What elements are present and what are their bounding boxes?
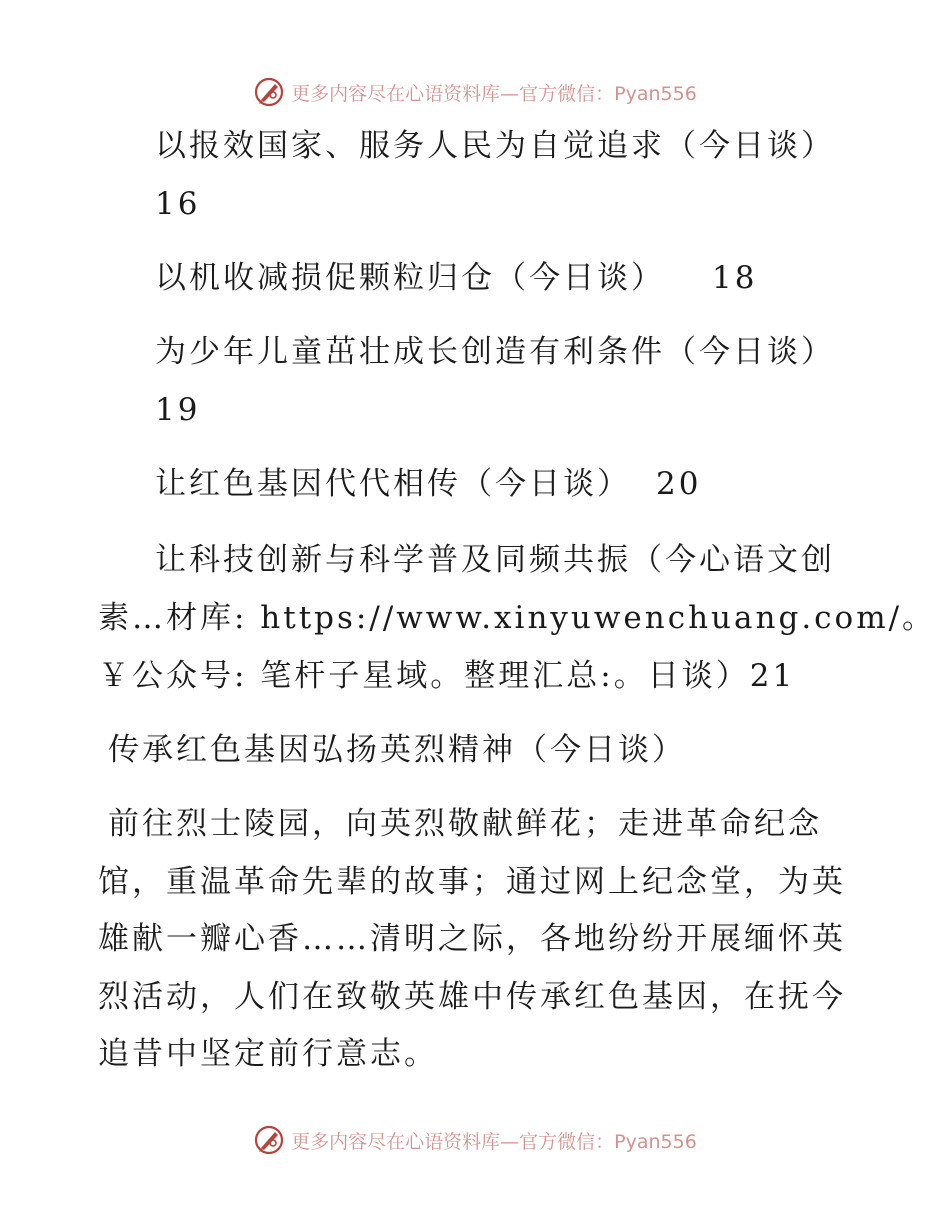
quill-pen-logo-icon xyxy=(253,1124,285,1156)
banner-wechat-id: Pyan556 xyxy=(614,82,697,105)
toc-entry-3-page: 19 xyxy=(155,392,201,428)
header-banner xyxy=(0,72,950,112)
article-title: 传承红色基因弘扬英烈精神（今日谈） xyxy=(108,732,686,768)
toc-entry-5-line-1[interactable]: 让科技创新与科学普及同频共振（今心语文创 xyxy=(155,542,835,578)
toc-entry-4-title[interactable]: 让红色基因代代相传（今日谈） xyxy=(155,466,631,502)
toc-entry-2-page: 18 xyxy=(712,260,758,296)
footer-banner xyxy=(0,1120,950,1160)
toc-entry-1-title[interactable]: 以报效国家、服务人民为自觉追求（今日谈） xyxy=(155,128,835,164)
banner-wechat-id: Pyan556 xyxy=(614,1130,697,1153)
toc-entry-3-title[interactable]: 为少年儿童茁壮成长创造有利条件（今日谈） xyxy=(155,334,835,370)
toc-entry-1-page: 16 xyxy=(155,186,201,222)
quill-pen-logo-icon xyxy=(253,76,285,108)
banner-text: 更多内容尽在心语资料库—官方微信： xyxy=(291,1130,615,1153)
toc-entry-5-line-2: 素…材库: https://www.xinyuwenchuang.com/。 xyxy=(98,600,937,636)
article-body: 前往烈士陵园，向英烈敬献鲜花；走进革命纪念馆，重温革命先辈的故事；通过网上纪念堂，为英雄献一瓣心香……清明之际，各地纷纷开展缅怀英烈活动，人们在致敬英雄中传承红色基因，在抚今追昔中坚定前行意志。 xyxy=(98,806,846,1072)
toc-entry-4-page: 20 xyxy=(656,466,702,502)
toc-entry-2-title[interactable]: 以机收减损促颗粒归仓（今日谈） xyxy=(155,260,665,296)
toc-entry-5-line-3: ￥公众号: 笔杆子星域。整理汇总:。日谈）21 xyxy=(98,658,796,694)
banner-text: 更多内容尽在心语资料库—官方微信： xyxy=(291,82,615,105)
